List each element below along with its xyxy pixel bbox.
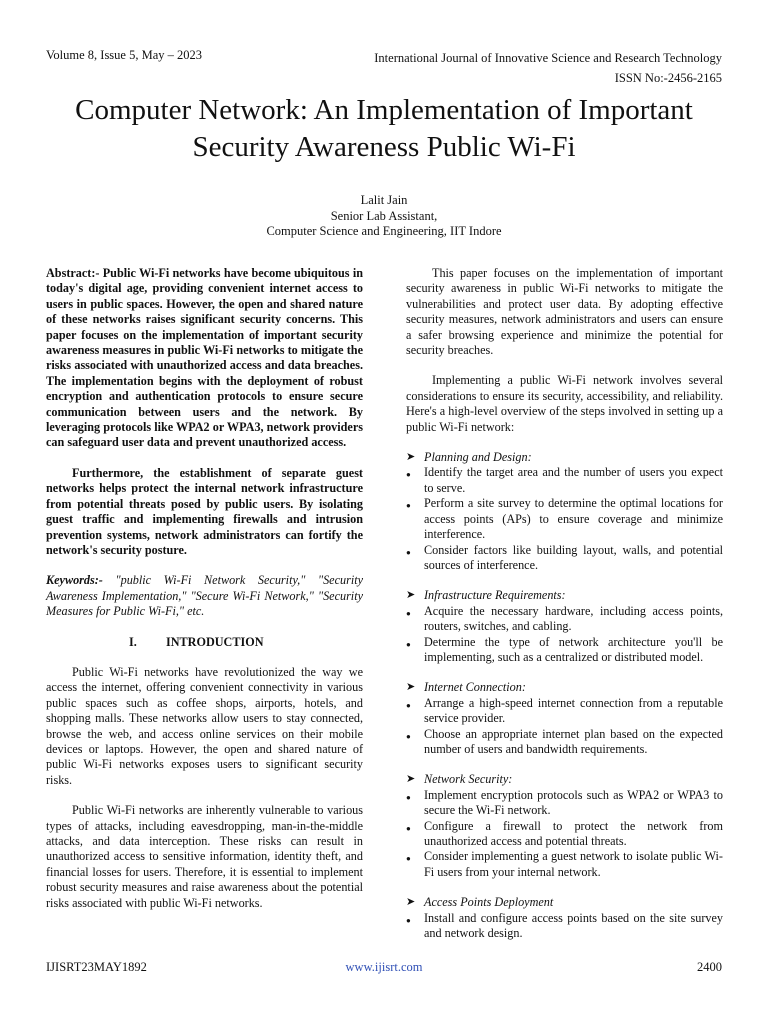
list-item-text: Acquire the necessary hardware, including access points, routers, switches, and cabling. xyxy=(424,603,723,634)
arrow-bullet-icon: ➤ xyxy=(406,773,416,786)
bullet-dot-icon: ● xyxy=(406,854,411,864)
right-column xyxy=(406,266,723,941)
header-volume: Volume 8, Issue 5, May – 2023 xyxy=(46,48,203,62)
left-column xyxy=(46,266,363,911)
right-paragraph-1: This paper focuses on the implementation of important security awareness in public Wi-Fi networks to mitigate the vulnerabilities and protect user data. By adopting effective security measures, network administrators and users can ensure a safer browsing experience and minimize the potential for security breaches. xyxy=(406,266,723,358)
bullet-list xyxy=(406,465,723,573)
bullet-dot-icon: ● xyxy=(406,608,411,618)
paper-title-line-1: Computer Network: An Implementation of Important xyxy=(75,94,693,126)
footer-website-link[interactable]: www.ijisrt.com xyxy=(345,960,423,974)
right-paragraph-2: Implementing a public Wi-Fi network involves several considerations to ensure its security, accessibility, and reliability. Here's a high-level overview of the steps involved in setting up a public Wi-Fi network: xyxy=(406,373,723,434)
list-item-text: Consider implementing a guest network to isolate public Wi-Fi users from your internal network. xyxy=(424,849,723,879)
list-item-text: Perform a site survey to determine the optimal locations for access points (APs) to ensure coverage and minimize interference. xyxy=(424,496,723,542)
section-title: INTRODUCTION xyxy=(166,634,264,649)
bullet-dot-icon: ● xyxy=(406,639,411,649)
list-item xyxy=(406,911,723,942)
arrow-bullet-icon: ➤ xyxy=(406,451,416,464)
bullet-dot-icon: ● xyxy=(406,823,411,833)
author-role: Senior Lab Assistant, xyxy=(330,208,438,223)
section-number: I. xyxy=(129,634,137,649)
list-item xyxy=(406,496,723,542)
abstract-paragraph-1: Abstract:- Public Wi-Fi networks have become ubiquitous in today's digital age, providing convenient internet access to users in public spaces. However, the open and shared nature of these networks raises significant security concerns. This paper focuses on the implementation of important security awareness measures in public Wi-Fi networks to mitigate the risks associated with unauthorized access and data breaches. The implementation begins with the deployment of robust encryption and authentication protocols to ensure secure communication between users and the network. By leveraging protocols like WPA2 or WPA3, network providers can safeguard user data and prevent unauthorized access. xyxy=(46,266,363,450)
author-block xyxy=(40,193,728,240)
bullet-list xyxy=(406,696,723,758)
bullet-dot-icon: ● xyxy=(406,915,411,925)
list-item-text: Choose an appropriate internet plan based on the expected number of users and bandwidth requirements. xyxy=(424,726,723,756)
bullet-dot-icon: ● xyxy=(406,731,411,741)
bullet-list xyxy=(406,911,723,942)
list-item xyxy=(406,727,723,758)
subheading-text: Internet Connection: xyxy=(424,680,526,695)
subheading-text: Infrastructure Requirements: xyxy=(424,588,566,603)
list-item xyxy=(406,635,723,666)
list-item xyxy=(406,696,723,727)
arrow-bullet-icon: ➤ xyxy=(406,681,416,694)
subheading xyxy=(406,895,723,910)
list-item xyxy=(406,543,723,574)
header-journal: International Journal of Innovative Science and Research Technology xyxy=(374,51,722,65)
list-item xyxy=(406,788,723,819)
bullet-dot-icon: ● xyxy=(406,470,411,480)
list-item xyxy=(406,849,723,880)
list-item xyxy=(406,465,723,496)
keywords xyxy=(46,573,363,619)
keywords-text: "public Wi-Fi Network Security," "Security Awareness Implementation," "Secure Wi-Fi Network," "Security Measures for Public Wi-Fi," etc. xyxy=(46,573,364,619)
arrow-bullet-icon: ➤ xyxy=(406,589,416,602)
list-item-text: Consider factors like building layout, walls, and potential sources of interference. xyxy=(424,542,723,572)
bullet-dot-icon: ● xyxy=(406,700,411,710)
header-journal-block xyxy=(374,48,722,88)
list-item xyxy=(406,604,723,635)
intro-paragraph-1: Public Wi-Fi networks have revolutionized the way we access the internet, offering convenient connectivity in various public spaces such as coffee shops, airports, hotels, and shopping malls. These networks allow users to stay connected, browse the web, and access online services on their mobile devices or laptops. However, the open and shared nature of public Wi-Fi networks exposes users to significant security risks. xyxy=(46,664,363,787)
bullet-dot-icon: ● xyxy=(406,547,411,557)
subheading xyxy=(406,772,723,787)
footer-page-number: 2400 xyxy=(697,960,722,974)
subheading-text: Network Security: xyxy=(424,772,513,787)
list-item-text: Arrange a high-speed internet connection from a reputable service provider. xyxy=(424,695,723,726)
subheading xyxy=(406,680,723,695)
keywords-label: Keywords:- xyxy=(46,573,103,588)
list-item-text: Configure a firewall to protect the network from unauthorized access and potential threats. xyxy=(424,818,723,848)
subheading-text: Planning and Design: xyxy=(424,450,532,465)
subheading xyxy=(406,450,723,465)
intro-paragraph-2: Public Wi-Fi networks are inherently vulnerable to various types of attacks, including eavesdropping, man-in-the-middle attacks, and data interception. These risks can result in unauthorized access to sensitive information, identity theft, and financial losses for users. Therefore, it is essential to implement robust security measures and raise awareness about the potential risks associated with public Wi-Fi networks. xyxy=(46,803,363,910)
steps-list xyxy=(406,450,723,941)
abstract-paragraph-2: Furthermore, the establishment of separate guest networks helps protect the internal network infrastructure from potential threats posed by public users. By isolating guest traffic and implementing firewalls and intrusion prevention systems, network administrators can fortify the network's security posture. xyxy=(46,465,363,557)
arrow-bullet-icon: ➤ xyxy=(406,896,416,909)
list-item xyxy=(406,819,723,850)
author-affiliation: Computer Science and Engineering, IIT Indore xyxy=(266,224,502,238)
bullet-list xyxy=(406,604,723,666)
subheading xyxy=(406,588,723,603)
paper-title xyxy=(40,92,728,166)
bullet-dot-icon: ● xyxy=(406,501,411,511)
footer-paper-id: IJISRT23MAY1892 xyxy=(46,960,147,974)
paper-title-line-2: Security Awareness Public Wi-Fi xyxy=(192,131,576,163)
header-issn: ISSN No:-2456-2165 xyxy=(614,71,722,85)
list-item-text: Identify the target area and the number of users you expect to serve. xyxy=(424,465,723,495)
list-item-text: Implement encryption protocols such as WPA2 or WPA3 to secure the Wi-Fi network. xyxy=(424,787,723,818)
bullet-dot-icon: ● xyxy=(406,792,411,802)
list-item-text: Determine the type of network architecture you'll be implementing, such as a centralized or distributed model. xyxy=(424,634,723,664)
section-heading-introduction xyxy=(46,635,363,650)
author-name: Lalit Jain xyxy=(360,193,408,207)
bullet-list xyxy=(406,788,723,880)
subheading-text: Access Points Deployment xyxy=(424,895,554,910)
list-item-text: Install and configure access points based on the site survey and network design. xyxy=(424,910,723,941)
